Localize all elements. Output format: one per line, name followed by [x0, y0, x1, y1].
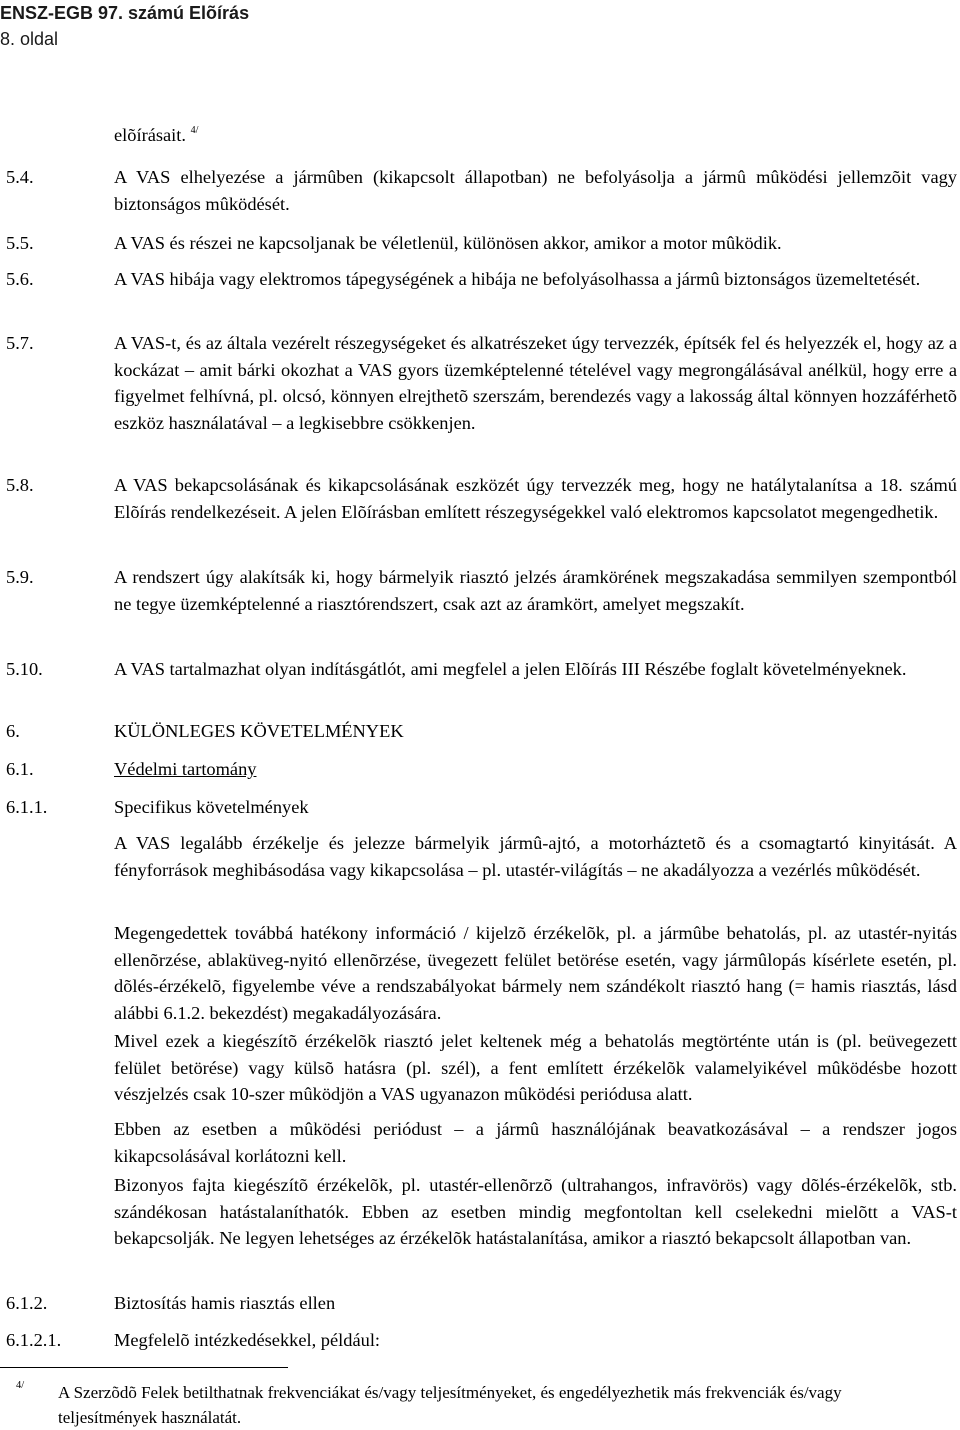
item-number: 5.4. — [6, 167, 34, 187]
section-title: Specifikus követelmények — [114, 797, 309, 817]
section-title: Megfelelõ intézkedésekkel, például: — [114, 1330, 381, 1350]
paragraph-text: Ebben az esetben a mûködési periódust – a jármû használójának beavatkozásával – a rendszer jogos kikapcsolásával korlátozni kell. — [114, 1119, 957, 1166]
item-text: A rendszert úgy alakítsák ki, hogy bármelyik riasztó jelzés áramkörének megszakadása semmilyen szempontból ne tegye üzemképtelenné a riasztórendszert, csak azt az áramkört, amelyet megszakít. — [114, 567, 957, 614]
item-text: A VAS bekapcsolásának és kikapcsolásának eszközét úgy tervezzék meg, hogy ne hatálytalanítsa a 18. számú Elõírás rendelkezéseit. A jelen Elõírásban említett részegységekkel való elektromos kapcsolatot megengedhetik. — [114, 475, 957, 522]
footnote-separator — [0, 1367, 288, 1368]
item-text: A VAS és részei ne kapcsoljanak be véletlenül, különösen akkor, amikor a motor mûködik. — [114, 233, 782, 253]
paragraph-text: A VAS legalább érzékelje és jelezze bármelyik jármû-ajtó, a motorháztetõ és a csomagtartó kinyitását. A fényforrások meghibásodása vagy kikapcsolása – pl. utastér-világítás – ne akadályozza a vezérlés mûködését. — [114, 833, 957, 880]
item-number: 5.6. — [6, 269, 34, 289]
paragraph-text: Bizonyos fajta kiegészítõ érzékelõk, pl. utastér-ellenõrzõ (ultrahangos, infravörös) vagy dõlés-érzékelõk, stb. szándékosan hatástalaníthatók. Ebben az esetben mindig megfontoltan kell cselekedni mielõtt a VAS-t bekapcsolják. Ne legyen lehetséges az érzékelõk hatástalanítása, amikor a riasztó bekapcsolt állapotban van. — [114, 1175, 957, 1249]
paragraph-text: Megengedettek továbbá hatékony információ / kijelzõ érzékelõk, pl. a jármûbe behatolás, pl. az utastér-nyitás ellenõrzése, ablaküveg-nyitó ellenõrzése, üvegezett felület betörése esetén, vagy jármûlopás kísérlete esetén, pl. dõlés-érzékelõ, figyelembe véve a rendszabályokat bármely nem szándékolt riasztó hang (= hamis riasztás, lásd alábbi 6.1.2. bekezdést) megakadályozására. — [114, 923, 957, 1023]
footnote-reference[interactable]: 4/ — [190, 125, 199, 136]
section-title: KÜLÖNLEGES KÖVETELMÉNYEK — [114, 721, 404, 741]
item-number: 5.5. — [6, 233, 34, 253]
section-number: 6.1. — [6, 759, 34, 779]
item-text: A VAS-t, és az általa vezérelt részegységeket és alkatrészeket úgy tervezzék, építsék fel és helyezzék el, hogy az a kockázat – amit bárki okozhat a VAS gyors üzemképtelenné tételével vagy megrongálásával anélkül, hogy erre a figyelmet felhívná, pl. olcsó, könnyen elrejthetõ szerszám, berendezés vagy a lakosság által könnyen hozzáférhetõ eszköz használatával – a legkisebbre csökkenjen. — [114, 333, 957, 433]
item-number: 5.8. — [6, 475, 34, 495]
page-header — [0, 0, 249, 52]
section-title: Biztosítás hamis riasztás ellen — [114, 1293, 336, 1313]
item-number: 5.10. — [6, 659, 43, 679]
section-number: 6. — [6, 721, 20, 741]
document-title: ENSZ-EGB 97. számú Elõírás — [0, 3, 250, 23]
section-number: 6.1.2. — [6, 1293, 48, 1313]
footnote-mark: 4/ — [16, 1380, 25, 1391]
section-title: Védelmi tartomány — [114, 759, 257, 779]
section-number: 6.1.1. — [6, 797, 48, 817]
item-text: A VAS hibája vagy elektromos tápegységének a hibája ne befolyásolhassa a jármû biztonságos üzemeltetését. — [114, 269, 921, 289]
footnote-text: A Szerzõdõ Felek betilthatnak frekvenciákat és/vagy teljesítményeket, és engedélyezhetik más frekvenciák és/vagy teljesítmények használatát. — [58, 1383, 842, 1427]
item-number: 5.9. — [6, 567, 34, 587]
item-text: A VAS elhelyezése a jármûben (kikapcsolt állapotban) ne befolyásolja a jármû mûködési jellemzõit vagy biztonságos mûködését. — [114, 167, 957, 214]
page-number: 8. oldal — [0, 29, 59, 49]
section-number: 6.1.2.1. — [6, 1330, 62, 1350]
item-text: A VAS tartalmazhat olyan indításgátlót, ami megfelel a jelen Elõírás III Részébe foglalt követelményeknek. — [114, 659, 907, 679]
item-number: 5.7. — [6, 333, 34, 353]
continued-text-body: elõírásait. — [114, 125, 187, 145]
paragraph-text: Mivel ezek a kiegészítõ érzékelõk riasztó jelet keltenek még a behatolás megtörténte után is (pl. beüvegezett felület betörése) vagy külsõ hatásra (pl. szél), a fent említett érzékelõk valamelyikével mûködésbe hozott vészjelzés csak 10-szer mûködjön a VAS ugyanazon mûködési periódusa alatt. — [114, 1031, 957, 1105]
